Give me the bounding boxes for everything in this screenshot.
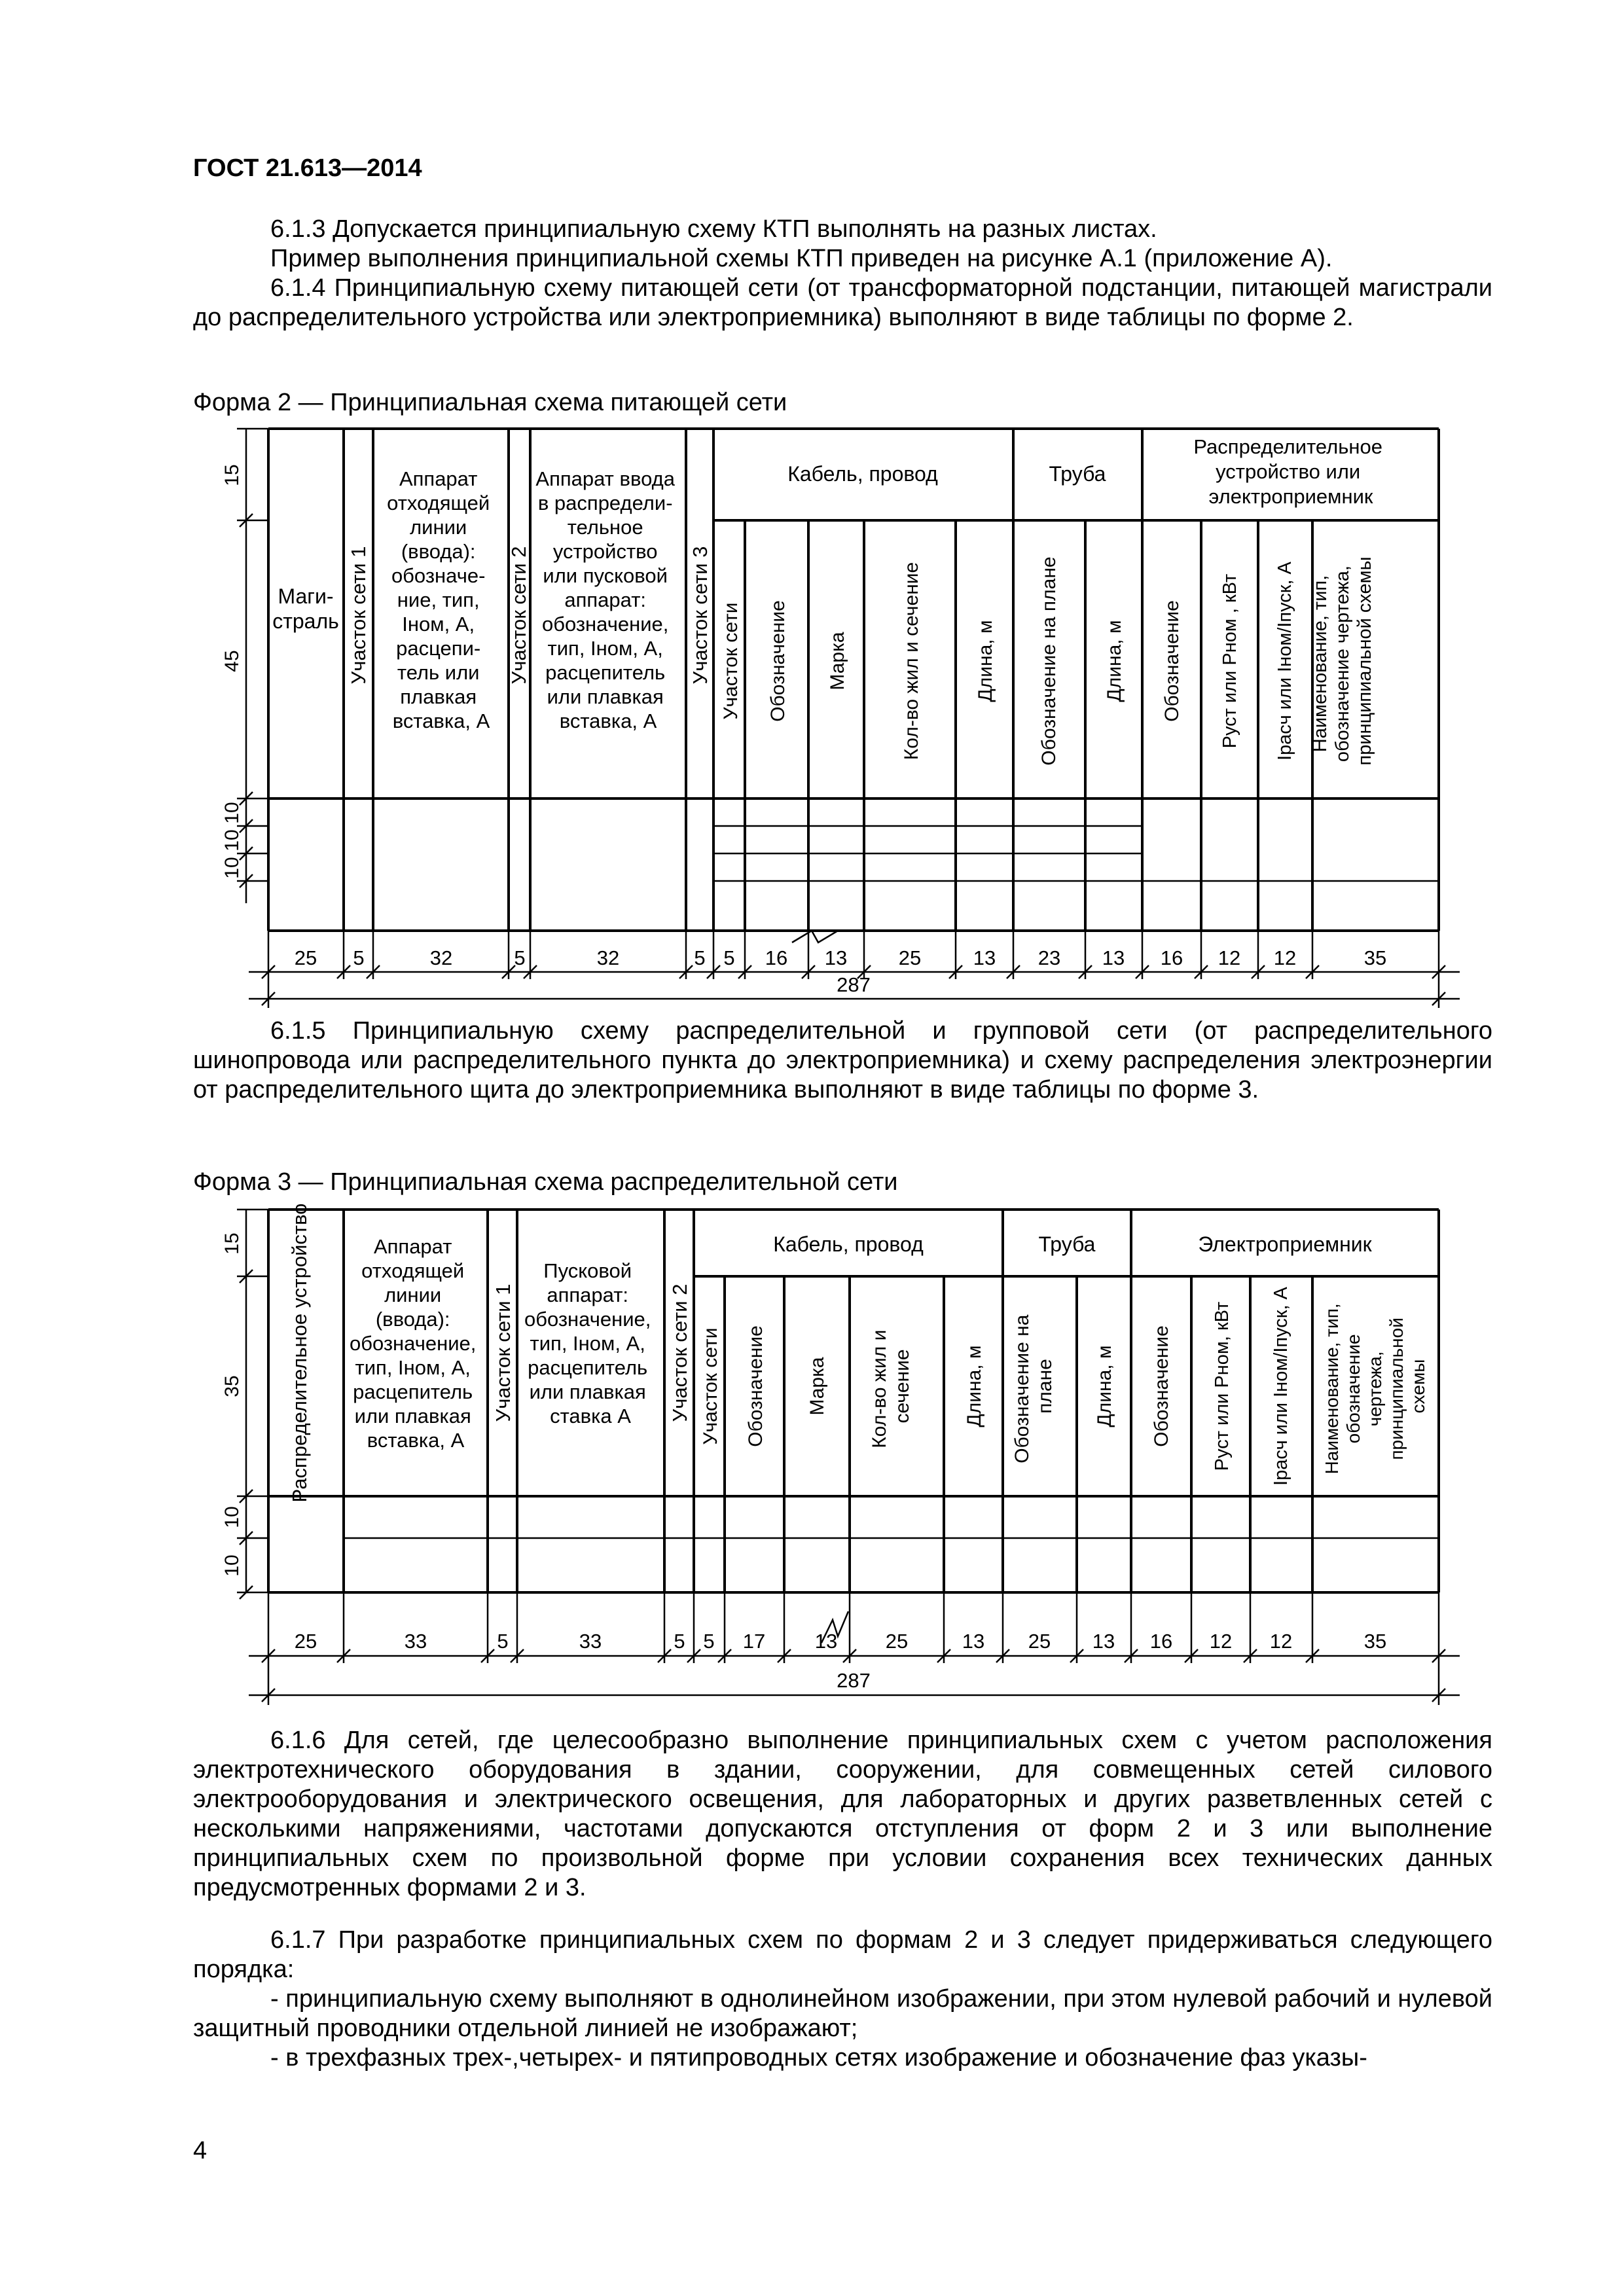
form2-h-rasp: Распределительное устройство или электроприемник xyxy=(1193,435,1382,508)
form3-h-cable: Кабель, провод xyxy=(773,1232,924,1256)
form3-dim-col-16: 35 xyxy=(1363,1630,1387,1653)
form2-h-uchastok3: Участок сети 3 xyxy=(689,546,712,685)
form2-h-rasp-oboznach: Обозначение xyxy=(1161,600,1183,722)
form3-h-truba-dlina: Длина, м xyxy=(1094,1345,1115,1427)
form3-h-truba: Труба xyxy=(1038,1232,1096,1256)
form3-table xyxy=(0,1198,1624,1721)
form2-h-cab-zhily: Кол-во жил и сечение xyxy=(901,562,922,761)
form2-h-apparat-in: Аппарат ввода в распредели- тельное устройство или пусковой аппарат: обозначение, тип, Iном, А, расцепитель или плавкая вставка, А xyxy=(535,467,675,732)
paragraph-6-1-3-example: Пример выполнения принципиальной схемы КТП приведен на рисунке А.1 (приложение А). xyxy=(270,245,1333,272)
form2-dim-col-14: 16 xyxy=(1160,946,1183,969)
form3-h-elpr-current: Iрасч или Iном/Iпуск, А xyxy=(1271,1287,1291,1486)
form3-h-apparat-out: Аппарат отходящей линии (ввода): обозначение, тип, Iном, А, расцепитель или плавкая вставка, А xyxy=(349,1235,477,1452)
form2-dim-row-2: 10 xyxy=(221,829,243,852)
form3-h-uchastok2: Участок сети 2 xyxy=(668,1283,691,1422)
form3-h-rasp: Распределительное устройство xyxy=(288,1203,311,1503)
form2-dim-col-15: 12 xyxy=(1218,946,1241,969)
page-number: 4 xyxy=(193,2137,208,2164)
document-header: ГОСТ 21.613—2014 xyxy=(193,154,422,182)
form2-h-cable: Кабель, провод xyxy=(787,462,938,486)
form3-dim-col-12: 13 xyxy=(1092,1630,1115,1653)
form2-h-cab-uchastok: Участок сети xyxy=(720,602,742,720)
form2-dim-total: 287 xyxy=(837,973,871,996)
form2-dim-col-17: 35 xyxy=(1363,946,1387,969)
form3-dim-col-15: 12 xyxy=(1269,1630,1293,1653)
form3-dim-col-9: 25 xyxy=(885,1630,909,1653)
form2-dim-col-8: 16 xyxy=(765,946,788,969)
paragraph-6-1-4: 6.1.4 Принципиальную схему питающей сети (от трансформаторной подстанции, питающей магистрали до распределительного устройства или электроприемника) выполняют в виде таблицы по форме 2. xyxy=(193,274,1492,331)
form2-dim-col-16: 12 xyxy=(1273,946,1297,969)
form2-h-magistral: Маги-страль xyxy=(272,584,339,633)
form3-dim-col-8: 13 xyxy=(814,1630,838,1653)
form2-h-uchastok2: Участок сети 2 xyxy=(507,546,530,685)
form2-h-cab-marka: Марка xyxy=(827,632,848,691)
form2-h-rasp-power: Pуст или Pном , кВт xyxy=(1219,573,1240,749)
paragraph-6-1-6: 6.1.6 Для сетей, где целесообразно выполнение принципиальных схем с учетом расположения электротехнического оборудования в здании, сооружении, для совмещенных сетей силового электрооборудования и электрического освещения, для лабораторных и других разветвленных сетей с несколькими напряжениями, частотами допускаются отступления от форм 2 и 3 или выполнение принципиальных схем по произвольной форме при условии сохранения всех технических данных предусмотренных формами 2 и 3. xyxy=(193,1727,1492,1901)
paragraph-6-1-3: 6.1.3 Допускается принципиальную схему КТП выполнять на разных листах. xyxy=(270,215,1157,243)
form2-dim-row-3: 10 xyxy=(221,857,243,879)
form3-h-cab-uchastok: Участок сети xyxy=(700,1327,721,1445)
form3-dim-col-2: 33 xyxy=(404,1630,427,1653)
form2-dim-col-2: 5 xyxy=(353,946,365,969)
form2-h-cab-oboznach: Обозначение xyxy=(767,600,789,722)
form3-h-elpr-oboznach: Обозначение xyxy=(1151,1325,1172,1447)
paragraph-6-1-7: 6.1.7 При разработке принципиальных схем по формам 2 и 3 следует придерживаться следующего порядка: xyxy=(193,1926,1492,1983)
form3-caption: Форма 3 — Принципиальная схема распределительной сети xyxy=(193,1168,898,1196)
form3-h-elpr-name: Наименование, тип, обозначение чертежа, принципиальной схемы xyxy=(1322,1303,1428,1475)
form2-dim-col-4: 5 xyxy=(514,946,526,969)
form3-dim-row-header: 15 xyxy=(221,1232,243,1255)
form2-dim-col-12: 23 xyxy=(1038,946,1061,969)
form2-caption: Форма 2 — Принципиальная схема питающей сети xyxy=(193,389,787,416)
form2-h-uchastok1: Участок сети 1 xyxy=(347,546,370,685)
form2-h-truba-oboznach: Обозначение на плане xyxy=(1038,556,1060,766)
paragraph-6-1-5: 6.1.5 Принципиальную схему распределительной и групповой сети (от распределительного шинопровода или распределительного пункта до электроприемника) и схему распределения электроэнергии от распределительного щита до электроприемника выполняют в виде таблицы по форме 3. xyxy=(193,1017,1492,1103)
form3-dim-col-3: 5 xyxy=(497,1630,509,1653)
form3-h-cab-dlina: Длина, м xyxy=(964,1345,985,1427)
form2-dim-col-11: 13 xyxy=(973,946,996,969)
form2-h-cab-dlina: Длина, м xyxy=(975,620,996,702)
bullet-2: - в трехфазных трех-,четырех- и пятипроводных сетях изображение и обозначение фаз указы- xyxy=(270,2044,1367,2072)
form2-dim-col-3: 32 xyxy=(429,946,453,969)
form2-dim-row-main: 45 xyxy=(221,650,243,672)
form3-h-cab-oboznach: Обозначение xyxy=(745,1325,767,1447)
form2-dim-col-1: 25 xyxy=(294,946,317,969)
form2-dim-col-10: 25 xyxy=(898,946,922,969)
form2-dim-row-1: 10 xyxy=(221,802,243,824)
form2-table xyxy=(0,419,1624,1021)
form3-dim-col-4: 33 xyxy=(579,1630,602,1653)
form2-h-apparat-out: Аппарат отходящей линии (ввода): обозначе- ние, тип, Iном, А, расцепи- тель или плавкая вставка, А xyxy=(387,467,490,732)
form2-dim-col-13: 13 xyxy=(1102,946,1125,969)
form3-h-truba-oboznach: Обозначение на плане xyxy=(1011,1314,1056,1463)
form3-dim-row-main: 35 xyxy=(221,1375,243,1397)
form2-h-truba: Труба xyxy=(1049,462,1106,486)
form2-h-rasp-current: Iрасч или Iном/Iпуск, А xyxy=(1274,562,1295,761)
form2-dim-col-9: 13 xyxy=(824,946,848,969)
form2-dim-col-6: 5 xyxy=(694,946,706,969)
form3-dim-row-1: 10 xyxy=(221,1506,243,1528)
form3-h-cab-marka: Марка xyxy=(806,1357,828,1416)
form3-dim-col-5: 5 xyxy=(674,1630,685,1653)
form3-h-pusk: Пусковой аппарат: обозначение, тип, Iном, А, расцепитель или плавкая ставка А xyxy=(524,1259,651,1427)
form3-dim-col-10: 13 xyxy=(962,1630,985,1653)
form2-dim-row-header: 15 xyxy=(221,464,243,486)
form3-dim-col-13: 16 xyxy=(1149,1630,1173,1653)
form3-dim-col-14: 12 xyxy=(1209,1630,1233,1653)
form2-h-truba-dlina: Длина, м xyxy=(1104,620,1125,702)
form3-dim-col-7: 17 xyxy=(742,1630,766,1653)
form2-dim-col-7: 5 xyxy=(723,946,735,969)
form3-dim-col-1: 25 xyxy=(294,1630,317,1653)
form3-h-elpr: Электроприемник xyxy=(1198,1232,1372,1256)
form3-h-elpr-power: Pуст или Pном, кВт xyxy=(1212,1301,1233,1471)
form3-h-uchastok1: Участок сети 1 xyxy=(492,1283,514,1422)
form3-dim-total: 287 xyxy=(837,1669,871,1692)
bullet-1: - принципиальную схему выполняют в однолинейном изображении, при этом нулевой рабочий и нулевой защитный проводники отдельной линией не изображают; xyxy=(193,1985,1492,2042)
form3-dim-col-11: 25 xyxy=(1028,1630,1051,1653)
form2-h-rasp-name: Наименование, тип, обозначение чертежа, принципиальной схемы xyxy=(1310,556,1375,766)
form3-h-cab-zhily: Кол-во жил и сечение xyxy=(869,1329,913,1448)
form2-dim-col-5: 32 xyxy=(596,946,620,969)
form3-dim-row-2: 10 xyxy=(221,1554,243,1577)
form3-dim-col-6: 5 xyxy=(703,1630,715,1653)
